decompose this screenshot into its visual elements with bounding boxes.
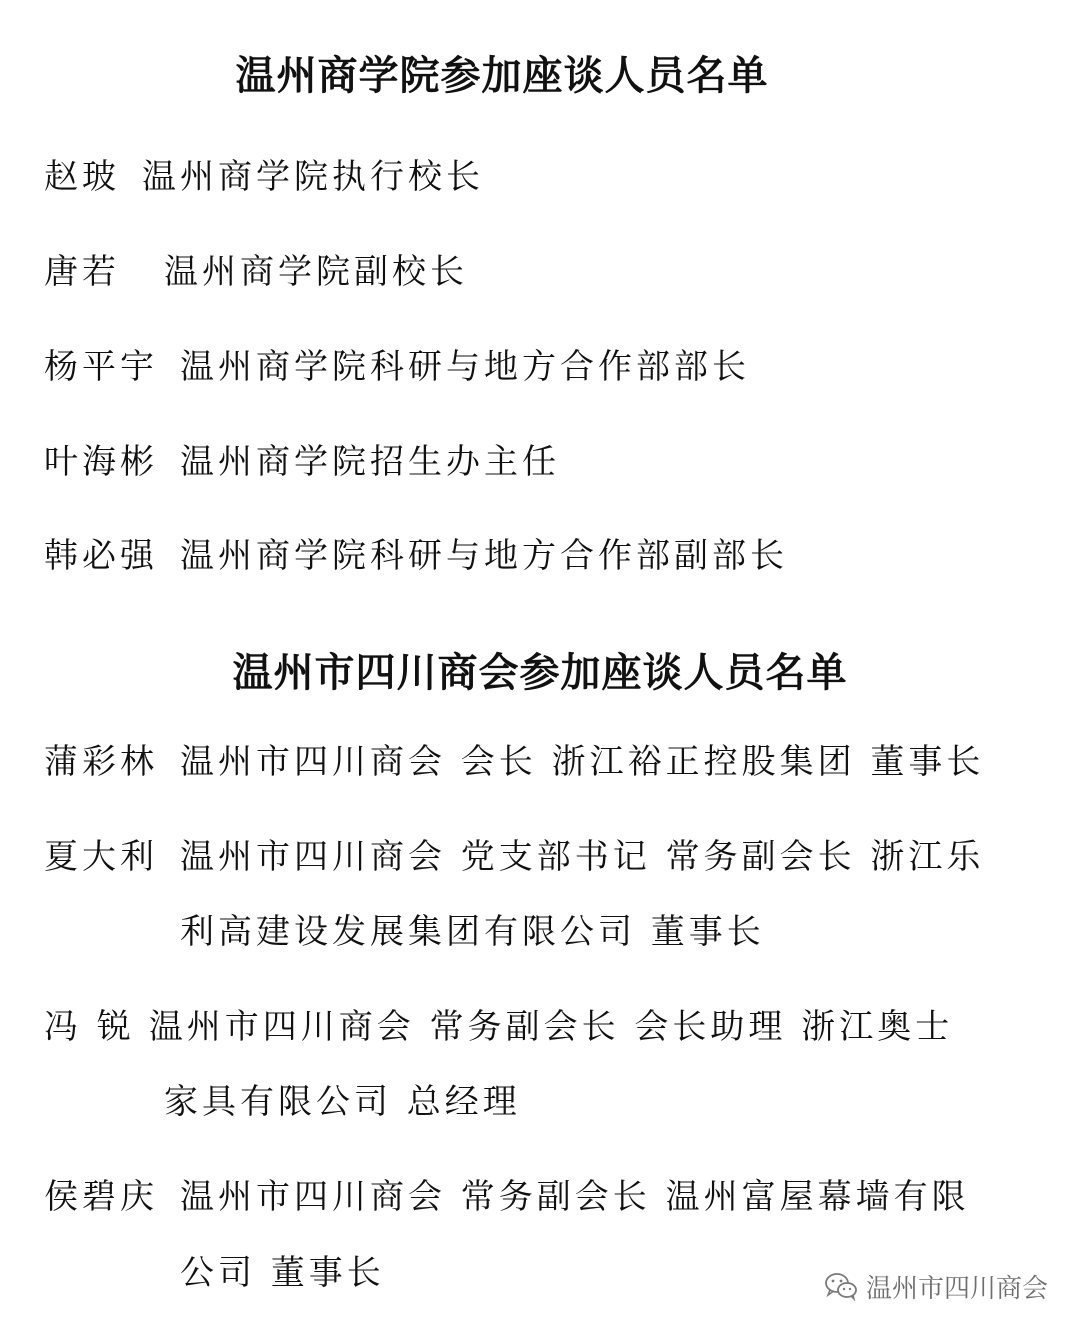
watermark [824,1266,1048,1306]
person-title: 温州市四川商会 会长 浙江裕正控股集团 董事长 [180,742,985,782]
person-name: 叶海彬 [44,442,158,482]
person-title: 温州市四川商会 常务副会长 温州富屋幕墙有限 [180,1177,970,1217]
wechat-icon [824,1271,858,1301]
list-item [44,139,484,215]
person-name: 唐若 [44,252,120,292]
list-item [44,1159,970,1235]
person-name: 蒲彩林 [44,742,158,782]
person-title: 温州市四川商会 党支部书记 常务副会长 浙江乐 [180,837,985,877]
person-title: 温州商学院副校长 [164,252,468,292]
person-title: 温州商学院科研与地方合作部部长 [180,347,750,387]
person-title: 温州商学院招生办主任 [180,442,560,482]
person-name: 韩必强 [44,536,158,576]
person-name: 赵玻 [44,157,120,197]
person-title-continued: 公司 董事长 [180,1253,385,1293]
person-name: 夏大利 [44,837,158,877]
list-item [44,424,560,500]
watermark-text: 温州市四川商会 [865,1273,1048,1304]
person-name: 杨平宇 [44,347,158,387]
list-item [44,234,468,310]
person-name: 冯 锐 [44,1007,135,1047]
list-item [44,724,984,800]
person-title: 温州商学院执行校长 [142,157,484,197]
person-title: 温州商学院科研与地方合作部副部长 [180,536,788,576]
list-item [44,518,788,594]
list-item [44,819,984,895]
section-title-chamber: 温州市四川商会参加座谈人员名单 [232,650,848,696]
section-title-school: 温州商学院参加座谈人员名单 [235,53,769,99]
person-name: 侯碧庆 [44,1177,158,1217]
person-title: 温州市四川商会 常务副会长 会长助理 浙江奥士 [148,1007,954,1047]
list-item [44,989,953,1065]
person-title-continued: 利高建设发展集团有限公司 董事长 [180,912,765,952]
person-title-continued: 家具有限公司 总经理 [164,1082,521,1122]
list-item [44,329,750,405]
